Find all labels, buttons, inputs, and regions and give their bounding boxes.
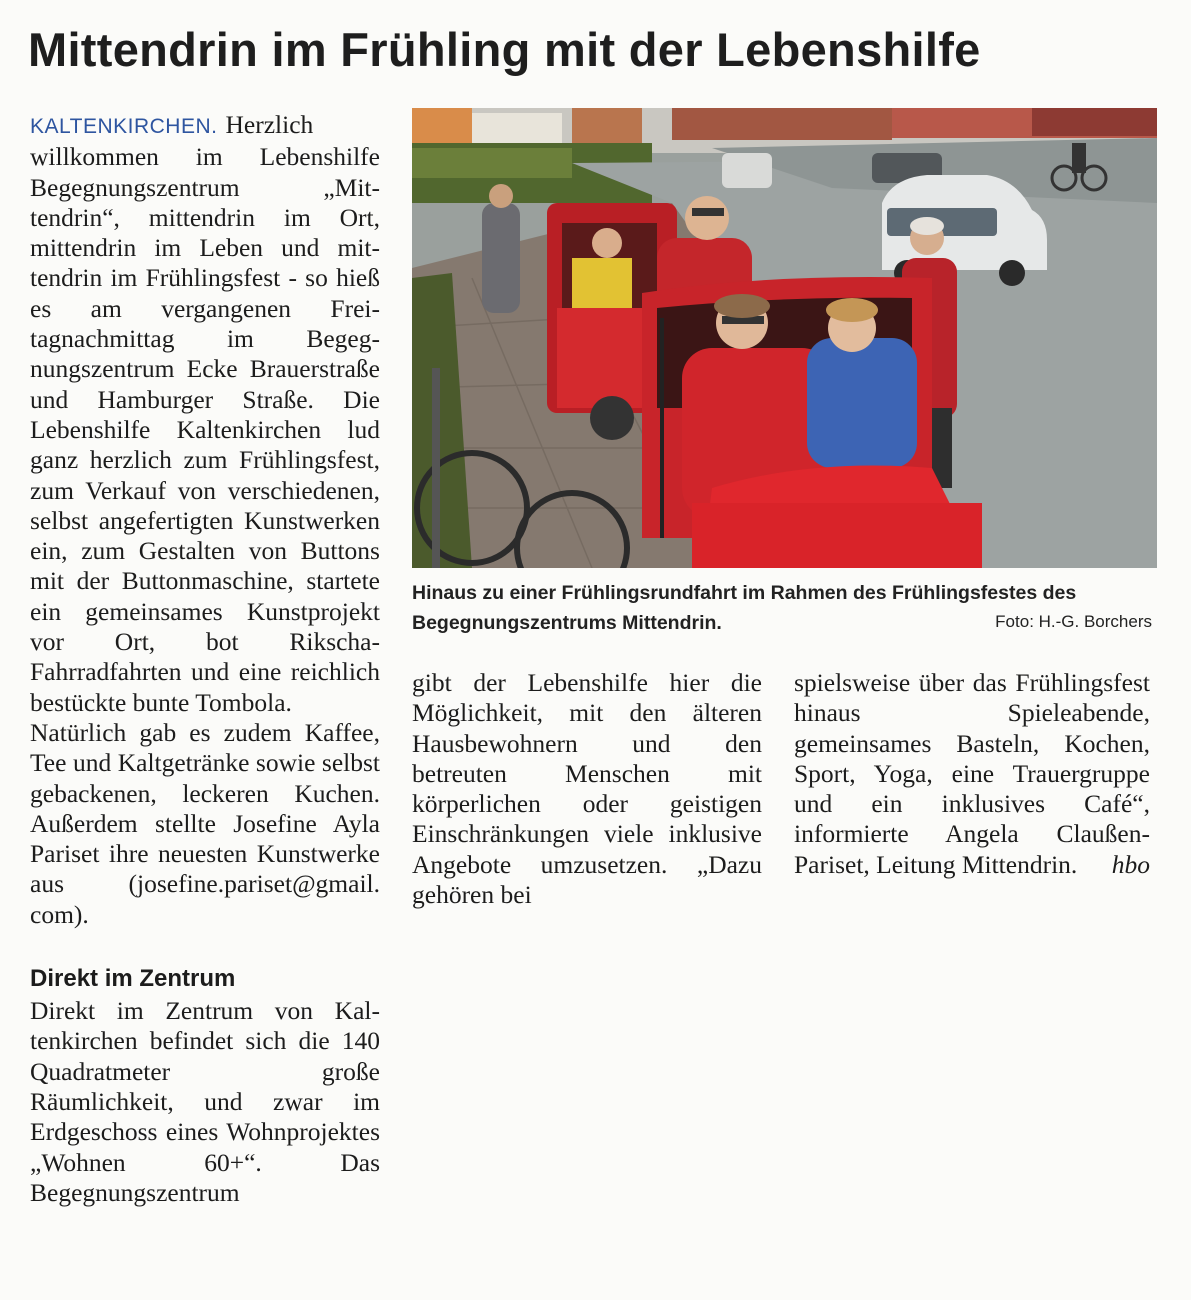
paragraph-offers: gibt der Lebenshilfe hier die Möglichkeit, mit den älteren Hausbewohnern und den betreuten Menschen mit körperlichen oder geistigen Einschränkungen viele inklusive Angebote umzusetzen. „Dazu gehören bei bbox=[412, 668, 762, 910]
headline: Mittendrin im Frühling mit der Lebenshilfe bbox=[28, 23, 981, 76]
photo-rickshaw-ride bbox=[412, 108, 1157, 568]
text-column-1 bbox=[30, 110, 380, 1208]
text-column-2 bbox=[412, 668, 762, 910]
paragraph-activities-text: spielsweise über das Frühlingsfest hinaus Spieleabende, gemeinsames Basteln, Kochen, Sport, Yoga, eine Trauergruppe und ein inklusives Café“, informierte Angela Claußen-Pariset, Leitung Mittendrin. bbox=[794, 668, 1150, 879]
paragraph-intro bbox=[30, 110, 380, 718]
author-signature: hbo bbox=[1111, 849, 1150, 879]
photo-credit: Foto: H.-G. Borchers bbox=[995, 612, 1152, 631]
photo-illustration bbox=[412, 108, 1157, 568]
paragraph-activities bbox=[794, 668, 1150, 880]
text-column-3 bbox=[794, 668, 1150, 880]
paragraph-intro-text: Herzlich willkommen im Lebenshilfe Begegnungszentrum „Mittendrin“, mittendrin im Ort, mittendrin im Leben und mittendrin im Frühlingsfest - so hieß es am vergangenen Freitagnachmittag im Begegnungszentrum Ecke Brauerstraße und Hamburger Straße. Die Lebenshilfe Kaltenkirchen lud ganz herzlich zum Frühlingsfest, zum Verkauf von verschiedenen, selbst angefertigten Kunstwerken ein, zum Gestalten von Buttons mit der Buttonmaschine, startete ein gemeinsames Kunstprojekt vor Ort, bot Rikscha-Fahrradfahrten und eine reichlich bestückte bunte Tombola. bbox=[30, 110, 380, 717]
paragraph-center: Direkt im Zentrum von Kaltenkirchen befindet sich die 140 Quadratmeter große Räumlichkeit, und zwar im Erdgeschoss eines Wohnprojektes „Wohnen 60+“. Das Begegnungszentrum bbox=[30, 996, 380, 1207]
paragraph-refreshments: Natürlich gab es zudem Kaffee, Tee und Kaltgetränke sowie selbst gebackenen, leckeren Kuchen. Außerdem stellte Josefine Ayla Pariset ihre neuesten Kunstwerke aus (josefine.pariset@gmail. com). bbox=[30, 717, 380, 929]
subheading: Direkt im Zentrum bbox=[30, 965, 236, 993]
photo-caption: Hinaus zu einer Frühlingsrundfahrt im Rahmen des Frühlingsfestes des Begegnungszentrums Mittendrin. bbox=[412, 582, 1077, 634]
dateline: KALTENKIRCHEN. bbox=[30, 115, 218, 138]
